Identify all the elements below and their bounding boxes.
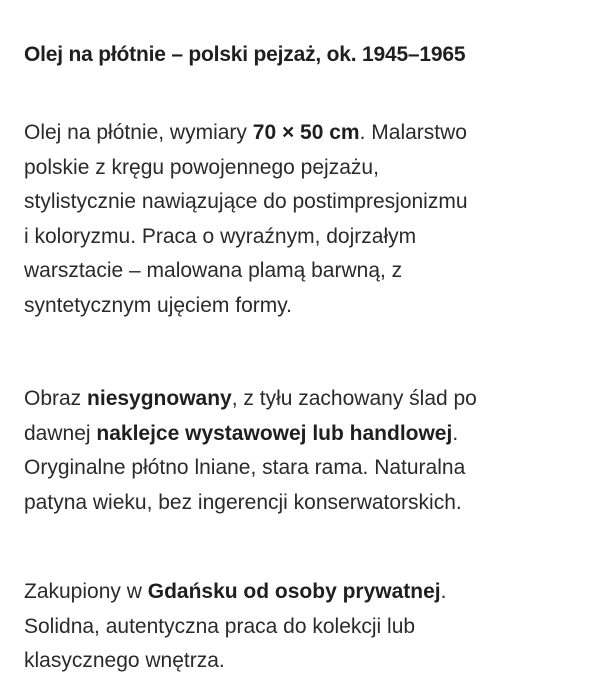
text-run: Obraz: [24, 387, 88, 410]
text-run: patyna wieku, bez ingerencji konserwatorskich.: [24, 490, 462, 514]
emphasized-text: naklejce wystawowej lub handlowej: [96, 421, 453, 445]
page-title: Olej na płótnie – polski pejzaż, ok. 1945–1965: [24, 43, 466, 66]
text-run: i koloryzmu. Praca o wyraźnym, dojrzałym: [24, 224, 417, 248]
text-run: syntetycznym ujęciem formy.: [24, 293, 293, 317]
emphasized-text: Gdańsku od osoby prywatnej: [147, 580, 441, 603]
description-paragraph-condition: [24, 382, 584, 520]
description-paragraph-provenance: [24, 575, 584, 679]
emphasized-text: 70 × 50 cm: [252, 121, 360, 144]
text-run: klasycznego wnętrza.: [24, 649, 225, 672]
text-run: Solidna, autentyczna praca do kolekcji lub: [24, 614, 416, 638]
text-run: , z tyłu zachowany ślad po: [231, 387, 477, 410]
text-run: .: [452, 421, 459, 445]
text-run: polskie z kręgu powojennego pejzażu,: [24, 155, 379, 179]
text-run: Oryginalne płótno lniane, stara rama. Naturalna: [24, 456, 466, 479]
text-run: . Malarstwo: [359, 121, 467, 144]
text-run: stylistycznie nawiązujące do postimpresjonizmu: [24, 190, 468, 213]
emphasized-text: niesygnowany: [87, 387, 232, 410]
text-run: .: [440, 580, 447, 603]
text-run: warsztacie – malowana plamą barwną, z: [24, 259, 403, 282]
text-run: Olej na płótnie, wymiary: [24, 121, 253, 144]
text-run: Zakupiony w: [24, 580, 148, 603]
text-run: dawnej: [24, 421, 97, 445]
description-paragraph-technique: [24, 116, 584, 323]
